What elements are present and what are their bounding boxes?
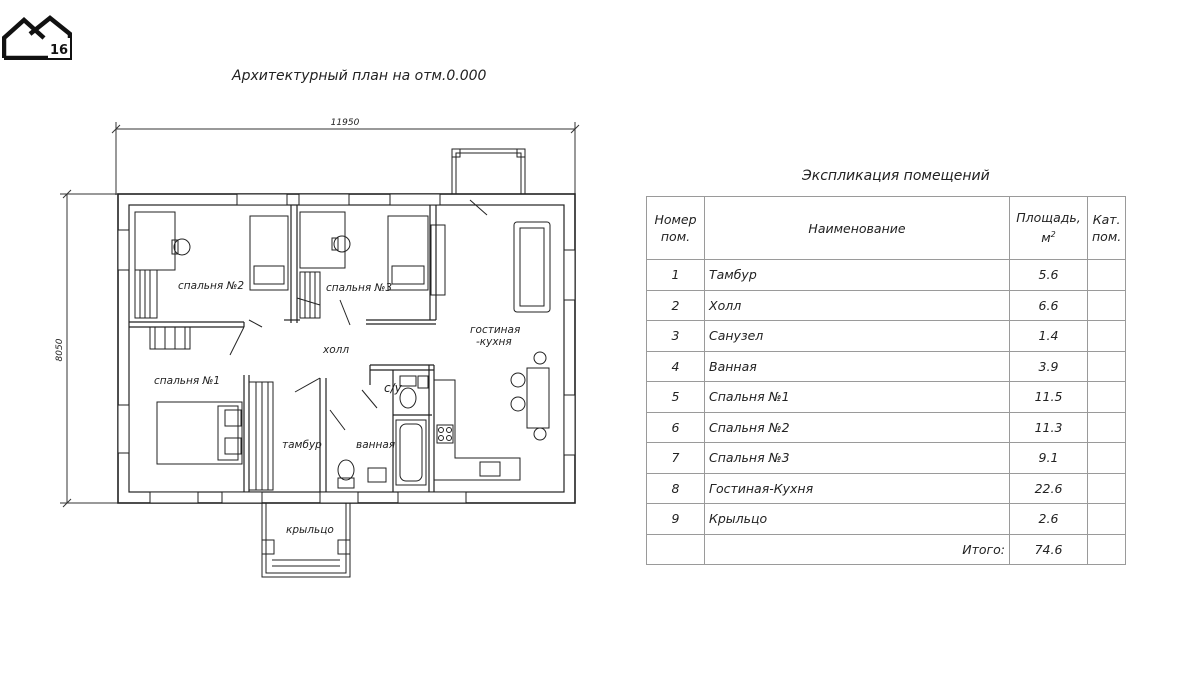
logo-badge: 16 [49,43,69,58]
table-row: 5 Спальня №1 11.5 [647,382,1126,413]
room-label-vestibule: тамбур [282,439,322,451]
total-label: Итого: [705,534,1010,565]
room-label-porch: крыльцо [286,524,334,536]
explication-title: Экспликация помещений [802,168,990,184]
dimension-width: 11950 [330,118,360,128]
table-total-row [647,534,1126,565]
room-label-living-kitchen-2: -кухня [476,336,512,348]
dining-table [527,368,549,428]
room-label-wc: с/у [384,381,402,395]
bed-bedroom3 [388,216,428,290]
table-row: 8 Гостиная-Кухня 22.6 [647,473,1126,504]
header-area: Площадь, $м^2$ [1010,197,1088,260]
room-label-hall: холл [323,344,350,356]
room-label-living-kitchen: гостиная [470,324,521,336]
header-name: Наименование [705,197,1010,260]
room-label-bedroom3: спальня №3 [326,282,393,294]
room-label-bath: ванная [356,439,396,451]
sofa [514,222,550,312]
table-row: 1 Тамбур 5.6 [647,260,1126,291]
plan-title: Архитектурный план на отм.0.000 [232,68,487,84]
header-number: Номер пом. [647,197,705,260]
room-label-bedroom2: спальня №2 [178,280,245,292]
table-row: 4 Ванная 3.9 [647,351,1126,382]
table-row: 7 Спальня №3 9.1 [647,443,1126,474]
explication-table [646,196,1126,565]
table-header-row [647,197,1126,260]
dimension-height: 8050 [55,338,65,362]
table-row: 3 Санузел 1.4 [647,321,1126,352]
table-row: 6 Спальня №2 11.3 [647,412,1126,443]
bed-bedroom2 [250,216,288,290]
bed-bedroom1 [157,402,242,464]
room-label-bedroom1: спальня №1 [154,375,221,387]
table-row: 9 Крыльцо 2.6 [647,504,1126,535]
total-value: 74.6 [1010,534,1088,565]
header-category: Кат. пом. [1088,197,1126,260]
table-row: 2 Холл 6.6 [647,290,1126,321]
